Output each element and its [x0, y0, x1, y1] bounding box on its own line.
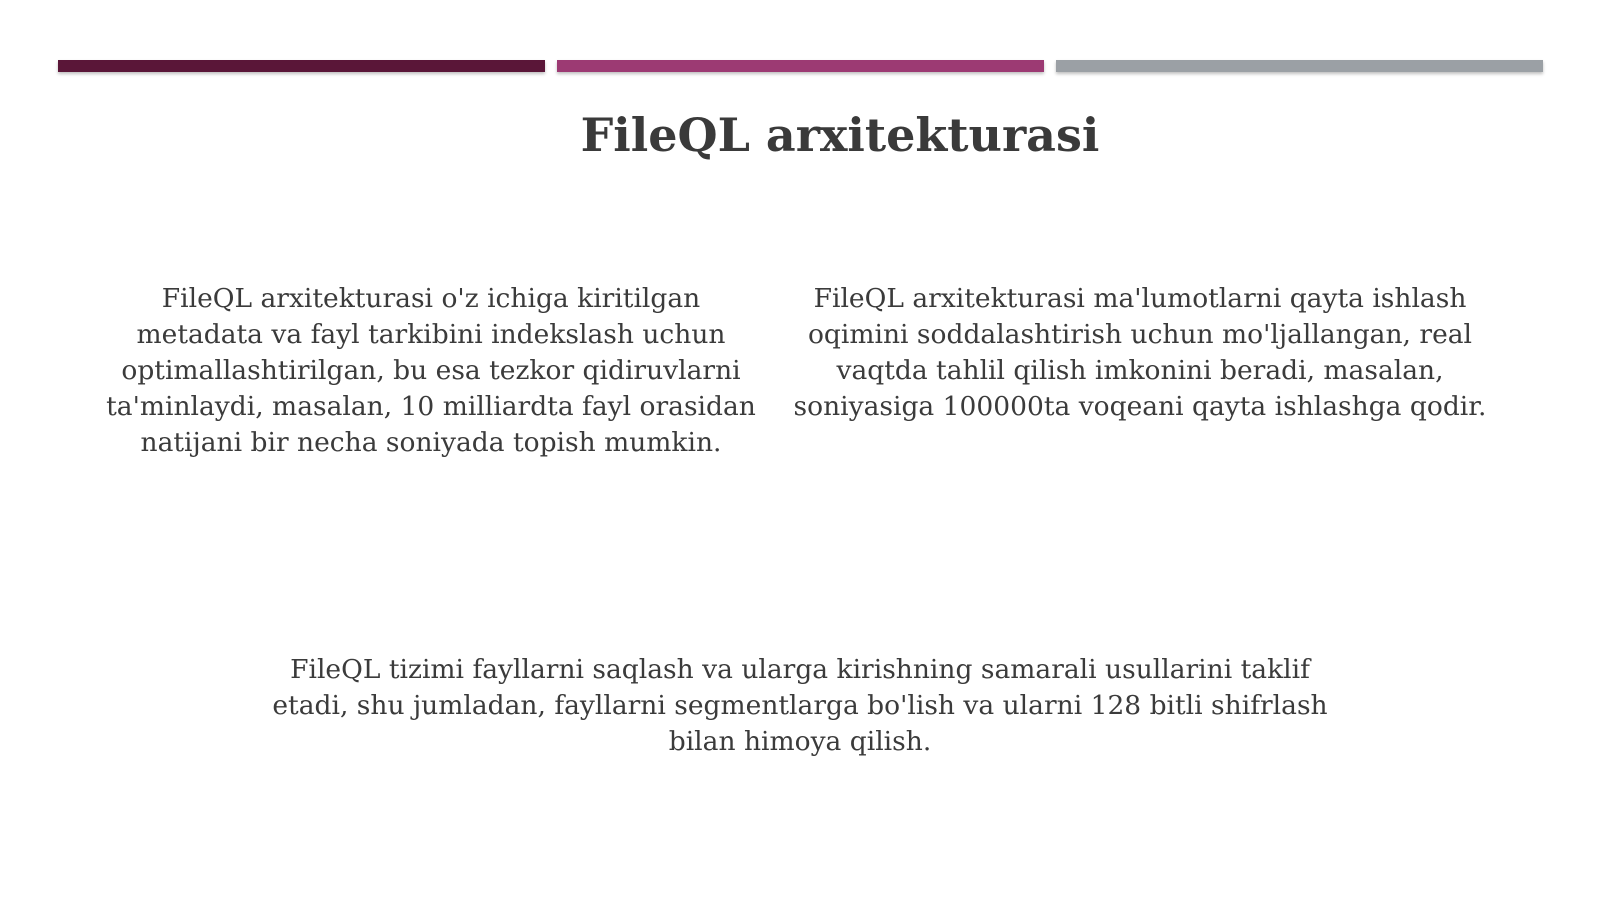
accent-bar-dark-plum — [58, 60, 545, 72]
slide-title: FileQL arxitekturasi — [580, 108, 1100, 162]
accent-bar-gray — [1056, 60, 1543, 72]
text-block-left: FileQL arxitekturasi o'z ichiga kiritilgan metadata va fayl tarkibini indekslash uchun optimallashtirilgan, bu esa tezkor qidiruvlarni ta'minlaydi, masalan, 10 milliardta fayl orasidan natijani bir necha soniyada topish mumkin. — [106, 283, 756, 458]
text-block-right: FileQL arxitekturasi ma'lumotlarni qayta ishlash oqimini soddalashtirish uchun mo'ljallangan, real vaqtda tahlil qilish imkonini beradi, masalan, soniyasiga 100000ta voqeani qayta ishlashga qodir. — [793, 283, 1487, 422]
accent-bar-magenta — [557, 60, 1044, 72]
text-block-bottom: FileQL tizimi fayllarni saqlash va ularga kirishning samarali usullarini taklif etadi, shu jumladan, fayllarni segmentlarga bo'lish va ularni 128 bitli shifrlash bilan himoya qilish. — [272, 654, 1328, 757]
